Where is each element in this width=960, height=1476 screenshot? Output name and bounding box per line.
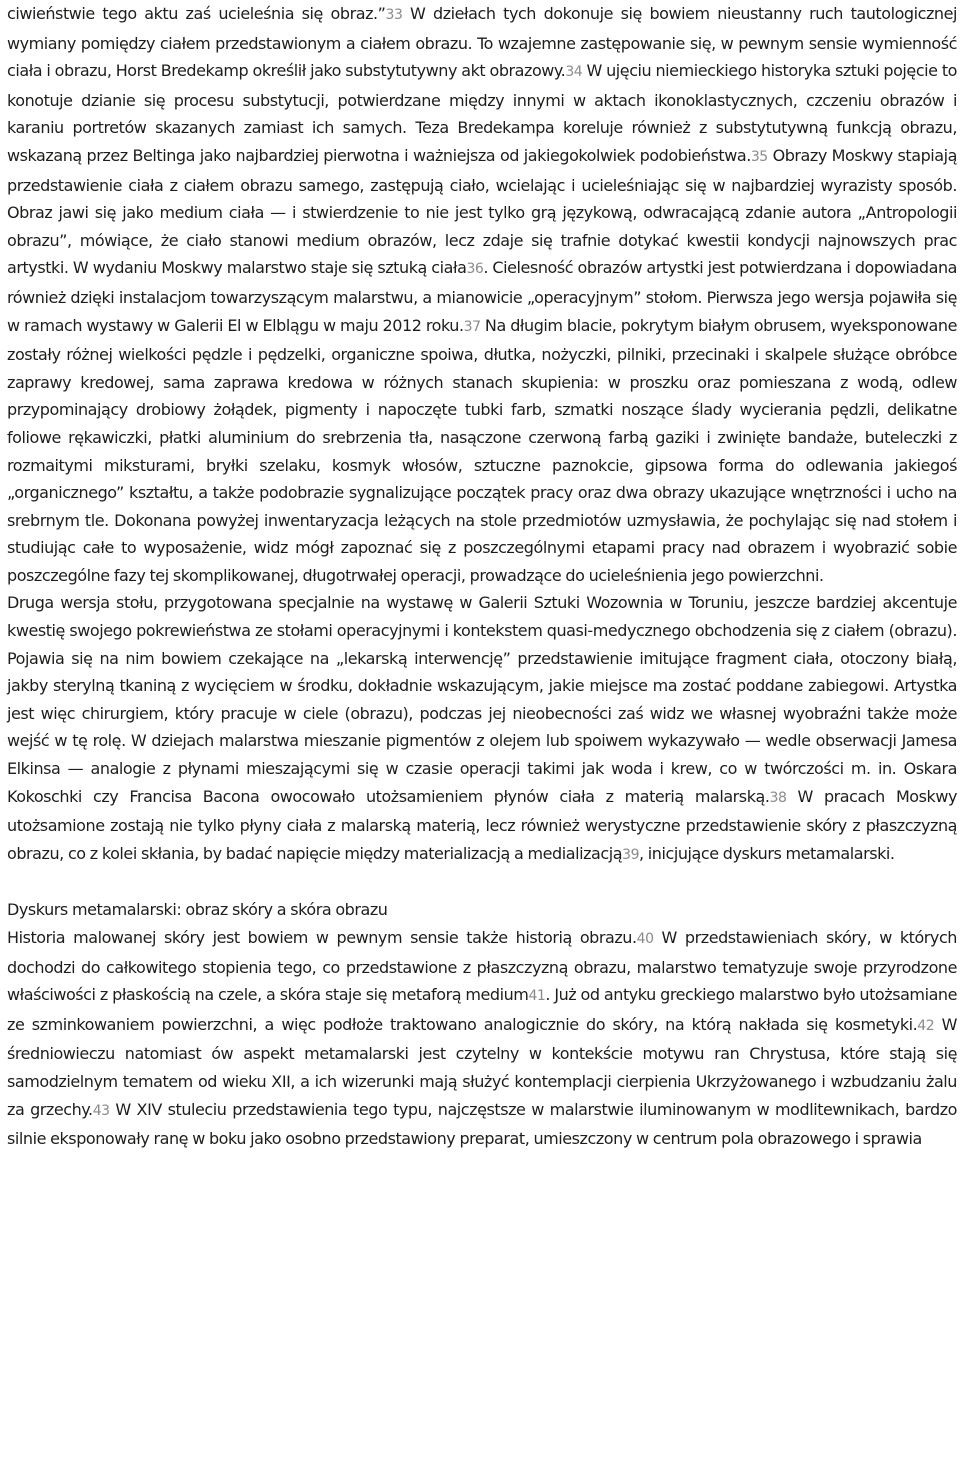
footnote-ref: 37	[463, 318, 481, 335]
paragraph-text: ciwieństwie tego aktu zaś ucieleśnia się obraz.”	[7, 4, 386, 23]
footnote-ref: 39	[622, 846, 640, 863]
section-spacer	[7, 869, 957, 896]
paragraph-text: W pracach Moskwy utożsamione zostają nie tylko płyny ciała z malarską materią, lecz również werystyczne przedstawienie skóry z płaszczyzną obrazu, co z kolei skłania, by badać napięcie między materializacją a medializacją	[7, 786, 957, 863]
paragraph-text: W przedstawieniach skóry, w których dochodzi do całkowitego stopienia tego, co przedstawione z płaszczyzną obrazu, malarstwo tematyzuje swoje przyrodzone właściwości z płaskością na czele, a skóra staje się metaforą medium	[7, 928, 957, 1005]
paragraph-text: Druga wersja stołu, przygotowana specjalnie na wystawę w Galerii Sztuki Wozownia w Toruniu, jeszcze bardziej akcentuje kwestię swojego pokrewieństwa ze stołami operacyjnymi i kontekstem quasi-medycznego obchodzenia się z ciałem (obrazu). Pojawia się na nim bowiem czekające na „lekarską interwencję” przedstawienie imitujące fragment ciała, otoczony białą, jakby sterylną tkaniną z wycięciem w środku, dokładnie wskazującym, jakie miejsce ma zostać poddane zabiegowi. Artystka jest więc chirurgiem, który pracuje w ciele (obrazu), podczas jej nieobecności zaś widz we własnej wyobraźni także może wejść w tę rolę. W dziejach malarstwa mieszanie pigmentów z olejem lub spoiwem wykazywało — wedle obserwacji Jamesa Elkinsa — analogie z płynami mieszającymi się w czasie operacji takimi jak woda i krew, co w twórczości m. in. Oskara Kokoschki czy Francisa Bacona owocowało utożsamieniem płynów ciała z materią malarską.	[7, 593, 957, 806]
paragraph-text: W XIV stuleciu przedstawienia tego typu, najczęstsze w malarstwie iluminowanym w modlitewnikach, bardzo silnie eksponowały ranę w boku jako osobno przedstawiony preparat, umieszczony w centrum pola obrazowego i sprawia	[7, 1099, 957, 1149]
section-heading: Dyskurs metamalarski: obraz skóry a skóra obrazu	[7, 900, 388, 920]
document-page	[7, 0, 957, 1153]
paragraph-text: Na długim blacie, pokrytym białym obrusem, wyeksponowane zostały różnej wielkości pędzle i pędzelki, organiczne spoiwa, dłutka, nożyczki, pilniki, przecinaki i skalpele służące obróbce zaprawy kredowej, sama zaprawa kredowa w różnych stanach skupienia: w proszku oraz pomieszana z wodą, odlew przypominający drobiowy żołądek, pigmenty i napoczęte tubki farb, szmatki noszące ślady wycierania pędzli, delikatne foliowe rękawiczki, płatki aluminium do srebrzenia tła, nasączone czerwoną farbą gaziki i zwinięte bandaże, buteleczki z rozmaitymi miksturami, bryłki szelaku, kosmyk włosów, sztuczne paznokcie, gipsowa forma do odlewania jakiegoś „organicznego” kształtu, a także podobrazie sygnalizujące początek pracy oraz dwa obrazy ukazujące wnętrzności i ucho na srebrnym tle. Dokonana powyżej inwentaryzacja leżących na stole przedmiotów uzmysławia, że pochylając się nad stołem i studiując całe to wyposażenie, widz mógł zapoznać się z poszczególnymi etapami pracy nad obrazem i wyobrazić sobie poszczególne fazy tej skomplikowanej, długotrwałej operacji, prowadzące do ucieleśnienia jego powierzchni.	[7, 315, 957, 585]
footnote-ref: 34	[565, 64, 583, 81]
footnote-ref: 33	[385, 7, 403, 23]
paragraph-text: W średniowieczu natomiast ów aspekt metamalarski jest czytelny w kontekście motywu ran Chrystusa, które stają się samodzielnym tematem od wieku XII, a ich wizerunki mają służyć kontemplacji cierpienia Ukrzyżowanego i wzbudzaniu żalu za grzechy.	[7, 1014, 957, 1119]
paragraph-text: , inicjujące dyskurs metamalarski.	[639, 843, 895, 863]
paragraph-text: Obrazy Moskwy stapiają przedstawienie ciała z ciałem obrazu samego, zastępują ciało, wcielając i ucieleśniając się w najbardziej wyrazisty sposób. Obraz jawi się jako medium ciała — i stwierdzenie to nie jest tylko grą językową, odwracającą zdanie autora „Antropologii obrazu”, mówiące, że ciało stanowi medium obrazów, lecz zdaje się trafnie dotykać kwestii kondycji najnowszych prac artystki. W wydaniu Moskwy malarstwo staje się sztuką ciała	[7, 145, 957, 278]
footnote-ref: 40	[636, 931, 654, 947]
footnote-ref: 38	[769, 789, 787, 806]
footnote-ref: 35	[750, 148, 768, 165]
paragraph-2	[7, 589, 957, 869]
paragraph-text: W ujęciu niemieckiego historyka sztuki pojęcie to konotuje dzianie się procesu substytucji, potwierdzane między innymi w aktach ikonoklastycznych, czczeniu obrazów i karaniu portretów skazanych zamiast ich samych. Teza Bredekampa koreluje również z substytutywną funkcją obrazu, wskazaną przez Beltinga jako najbardziej pierwotna i ważniejsza od jakiegokolwiek podobieństwa.	[7, 61, 957, 165]
footnote-ref: 41	[528, 988, 546, 1005]
paragraph-text: . Już od antyku greckiego malarstwo było utożsamiane ze szminkowaniem powierzchni, a więc podłoże traktowano analogicznie do skóry, na którą nakłada się kosmetyki.	[7, 985, 958, 1034]
footnote-ref: 36	[466, 261, 484, 278]
paragraph-3	[7, 924, 957, 1153]
footnote-ref: 43	[92, 1102, 110, 1119]
paragraph-text: . Cielesność obrazów artystki jest potwierdzana i dopowiadana również dzięki instalacjom towarzyszącym malarstwu, a mianowicie „operacyjnym” stołom. Pierwsza jego wersja pojawiła się w ramach wystawy w Galerii El w Elblągu w maju 2012 roku.	[7, 258, 957, 335]
paragraph-text: W dziełach tych dokonuje się bowiem nieustanny ruch tautologicznej wymiany pomiędzy ciałem przedstawionym a ciałem obrazu. To wzajemne zastępowanie się, w pewnym sensie wymienność ciała i obrazu, Horst Bredekamp określił jako substytutywny akt obrazowy.	[7, 4, 958, 81]
paragraph-text: Historia malowanej skóry jest bowiem w pewnym sensie także historią obrazu.	[7, 928, 637, 947]
paragraph-1	[7, 0, 957, 589]
footnote-ref: 42	[917, 1017, 935, 1034]
